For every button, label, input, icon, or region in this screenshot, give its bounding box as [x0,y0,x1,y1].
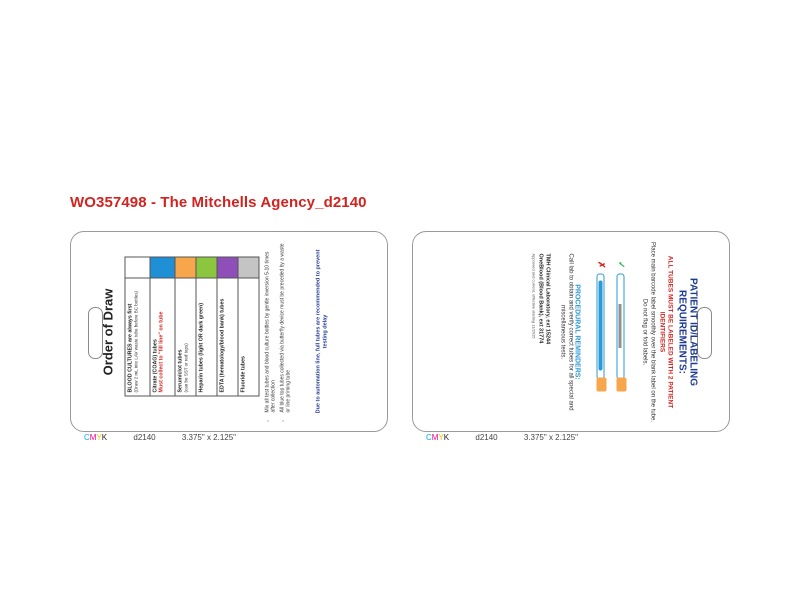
tube-color-swatch [238,258,258,279]
cmyk-c: C [426,433,432,442]
tube-row-blood-cultures [124,257,149,397]
labeling-panel [440,240,702,425]
cmyk-k: K [101,433,108,442]
tube-label: Citrate (COAG) tubes [152,339,158,393]
cmyk-y: Y [438,433,444,442]
tube-row-edta [216,257,237,397]
tube-cap-icon [596,377,606,391]
draw-notes [264,243,294,421]
check-icon: ✓ [616,261,626,269]
lab-contact-line: TMH Clinical Laboratory, ext 15244 [544,253,550,345]
lab-contacts [536,240,550,425]
tube-row-fluoride [237,257,259,397]
tube-sublabel: (can be SST or red tops) [183,343,188,393]
tube-label-illustration [588,261,632,397]
card-front [70,231,388,432]
note-item: • Mix all test tubes and blood culture bottles by gentle inversion 5-10 times after collection [264,243,276,413]
card-back [412,231,730,432]
slug-size: 3.375" x 2.125" [523,433,579,442]
tube-sublabel: (Draw 2 mL into LAV waste tube before BC bottles) [133,290,138,393]
note-item: • All blue top tubes collected via butterfly device must be preceded by a waste or line priming tube [279,243,291,413]
slug-code: d2140 [475,433,498,442]
tube-label: BLOOD CULTURES are always first [127,303,133,393]
tube-color-swatch [150,258,174,279]
tube-cap-icon [616,377,626,391]
correct-tube [616,261,626,391]
tube-color-swatch [196,258,216,279]
procedural-reminders-text: Call lab to obtain and verify correct tubes for all special and miscellaneous tests. [559,253,573,411]
cmyk-y: Y [96,433,102,442]
tube-list [124,257,259,397]
slug-size: 3.375" x 2.125" [181,433,237,442]
slug-code: d2140 [133,433,156,442]
print-slug-back [426,433,578,442]
barcode-icon [618,304,621,348]
tube-color-swatch [125,258,149,279]
tube-fill-icon [598,280,602,370]
tube-row-citrate [149,257,174,397]
procedural-reminders-title: PROCEDURAL REMINDERS: [573,284,580,380]
labeling-instructions: Place main barcode label smoothly over the blank label on the tube. Do not flag or fold labels. [641,241,655,423]
print-slug-front [84,433,236,442]
cmyk-c: C [84,433,90,442]
tube-body-icon [596,273,604,379]
order-of-draw-title: Order of Draw [100,288,115,376]
tube-color-swatch [217,258,237,279]
tube-row-heparin [195,257,216,397]
tube-label: Serum/clot tubes [177,349,183,393]
job-title: WO357498 - The Mitchells Agency_d2140 [70,194,367,211]
tube-label: Heparin tubes (light OR dark green) [198,303,204,393]
tube-label: Fluoride tubes [240,356,246,393]
cmyk-m: M [431,433,439,442]
lab-contact-line: OneBlood (Blood Bank), ext 31774 [537,253,543,344]
approval-note: Approved and current, effective starting 11/2025 [531,253,536,339]
tube-row-serum [174,257,195,397]
order-of-draw-panel [98,240,360,425]
tube-body-icon [616,273,624,379]
cmyk-k: K [443,433,450,442]
tube-label: EDTA (hematology/blood bank) tubes [219,298,225,393]
tube-color-swatch [175,258,195,279]
incorrect-tube [596,261,606,391]
patient-id-title: PATIENT ID/LABELING REQUIREMENTS: [676,278,698,386]
delay-note: Due to automation line, full tubes are recommended to prevent testing delay [315,249,328,414]
x-icon: ✗ [596,261,606,269]
cmyk-m: M [89,433,97,442]
tube-sublabel: Must collect to "fill line" on tube [158,311,164,393]
labeling-warning: ALL TUBES MUST BE LABELED WITH 2 PATIENT IDENTIFIERS [658,255,673,409]
